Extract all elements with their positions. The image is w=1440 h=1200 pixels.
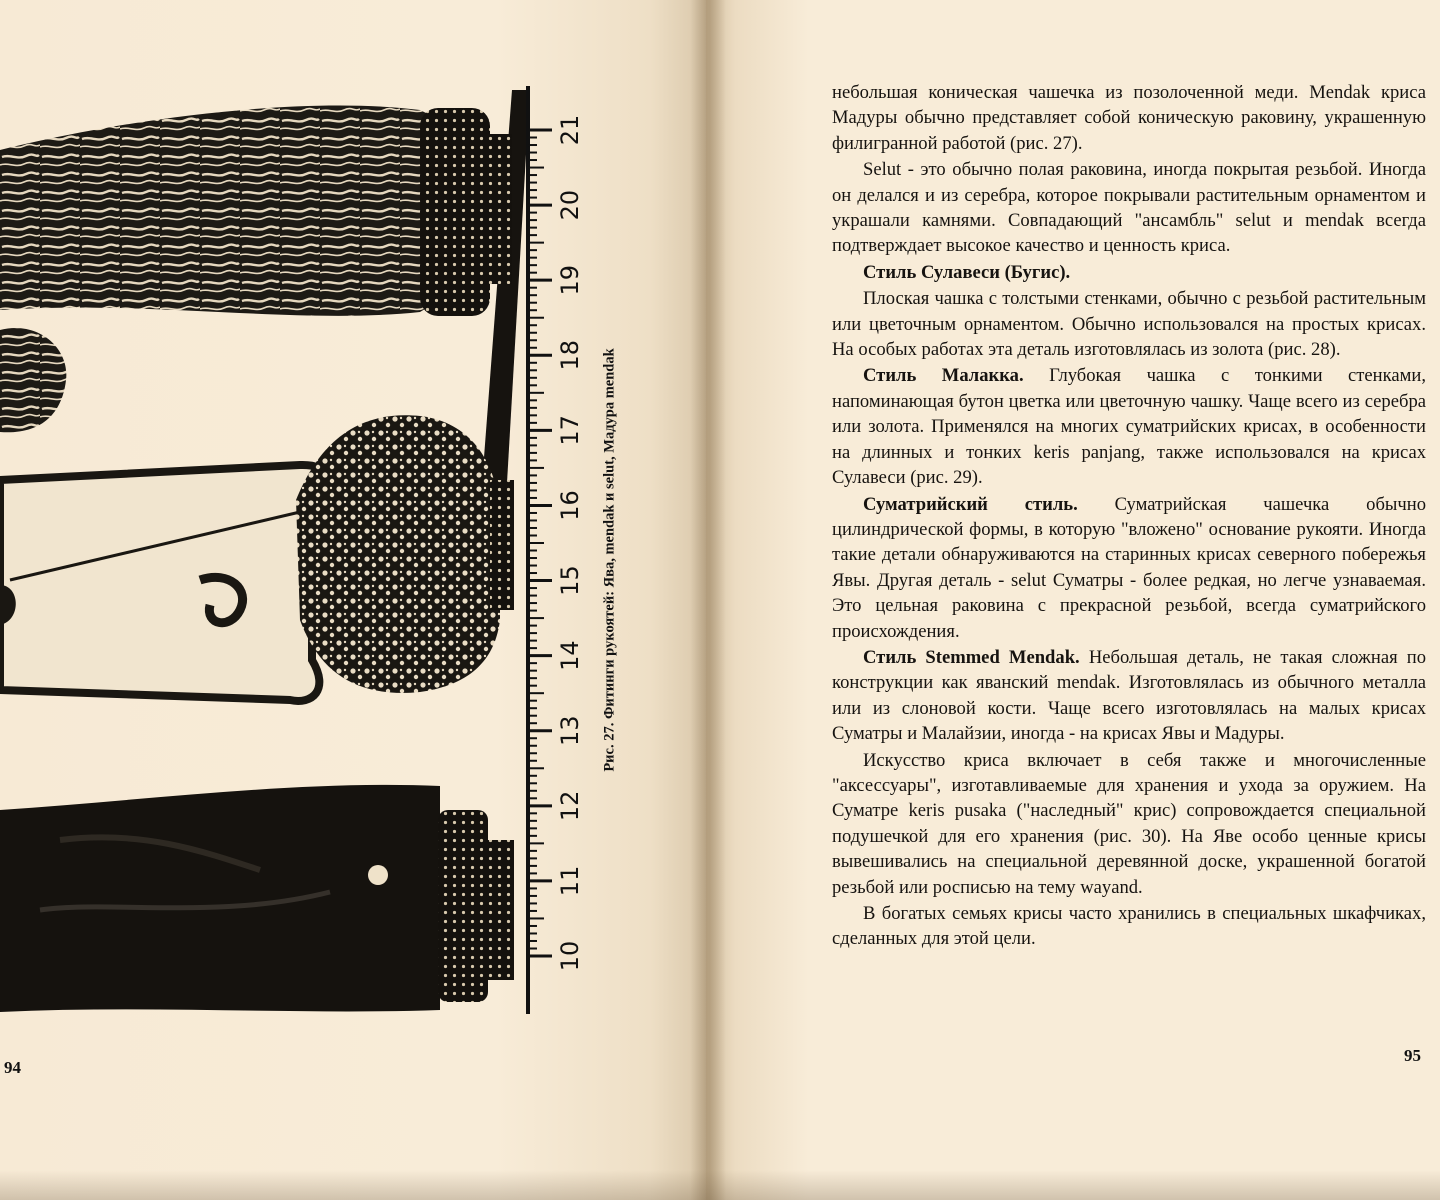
ruler-label: 15 xyxy=(556,565,584,596)
paragraph xyxy=(832,80,1426,156)
paragraph-text: Глубокая чашка с тонкими стенками, напоминающая бутон цветка или цветочную чашку. Чаще всего из серебра или золота. Применялся на многих суматрийских крисах, в особенности на длинных и тонких keris panjang, также использовался на крисах Сулавеси (рис. 29). xyxy=(832,365,1426,489)
paragraph xyxy=(832,286,1426,362)
book-gutter xyxy=(690,0,726,1200)
paragraph-heading: Суматрийский стиль. xyxy=(863,493,1078,515)
ruler-label: 10 xyxy=(556,940,584,972)
ruler-label: 19 xyxy=(556,264,584,296)
paragraph-text: Небольшая деталь, не такая сложная по конструкции как яванский mendak. Изготовлялась из обычного металла или из слоновой кости. Чаще всего изготовлялась на малых крисах Суматры и Малайзии, иногда - на крисах Явы и Мадуры. xyxy=(832,646,1427,745)
ruler-label: 17 xyxy=(556,415,584,446)
paragraph-heading: Стиль Сулавеси (Бугис). xyxy=(863,261,1071,283)
paragraph xyxy=(832,748,1426,900)
hilt-mendak-selut-illustration xyxy=(0,415,514,701)
paragraph xyxy=(832,157,1426,259)
paragraph-text: Плоская чашка с толстыми стенками, обычно с резьбой растительным или цветочным орнаментом. Обычно использовался на простых крисах. На особых работах эта деталь изготовлялась из золота (рис. 28). xyxy=(832,288,1426,361)
paragraph xyxy=(832,645,1426,747)
paragraph xyxy=(832,260,1426,285)
ruler xyxy=(528,86,552,1014)
ruler-label: 12 xyxy=(556,790,584,822)
ruler-label: 14 xyxy=(556,640,584,671)
paragraph xyxy=(832,901,1426,952)
paragraph-heading: Стиль Малакка. xyxy=(863,365,1024,387)
ruler-label: 11 xyxy=(556,865,584,897)
page-number-right: 95 xyxy=(1404,1046,1421,1065)
ruler-label: 13 xyxy=(556,715,584,747)
paragraph-text: Суматрийская чашечка обычно цилиндрической формы, в которую "вложено" основание рукояти. Иногда такие детали обнаруживаются на старинных крисах северного побережья Явы. Другая деталь - selut Суматры - более редкая, но легче узнаваемая. Это цельная раковина с прекрасной резьбой, всегда суматрийского происхождения. xyxy=(832,493,1426,642)
page-number-left: 94 xyxy=(4,1058,21,1077)
paragraph xyxy=(832,492,1426,644)
ruler-label: 20 xyxy=(556,189,584,221)
ruler-label: 18 xyxy=(556,339,584,371)
figure-hilt-fittings xyxy=(0,80,620,1020)
ruler-label: 21 xyxy=(556,114,584,146)
paragraph xyxy=(832,363,1426,490)
main-text xyxy=(832,80,1426,952)
hilt-java-illustration xyxy=(0,106,512,433)
paragraph-text: небольшая коническая чашечка из позолоченной меди. Mendak криса Мадуры обычно представляет собой коническую раковину, украшенную филигранной работой (рис. 27). xyxy=(832,82,1426,154)
hilt-madura-mendak-illustration xyxy=(0,785,514,1012)
paragraph-text: Искусство криса включает в себя также и многочисленные "аксессуары", изготавливаемые для хранения и ухода за оружием. На Суматре keris pusaka ("наследный" крис) сопровождается специальной подушечкой для его хранения (рис. 30). На Яве особо ценные крисы вывешивались на специальной деревянной доске, украшенной богатой резьбой или росписью на тему wayand. xyxy=(832,749,1426,898)
ruler-labels xyxy=(556,115,584,972)
ruler-label: 16 xyxy=(556,490,584,521)
paragraph-text: Selut - это обычно полая раковина, иногда покрытая резьбой. Иногда он делался и из серебра, которое покрывали растительным орнаментом и украшали камнями. Совпадающий "ансамбль" selut и mendak всегда подтверждает высокое качество и ценность криса. xyxy=(832,159,1426,257)
figure-caption: Рис. 27. Фитинги рукоятей: Ява, mendak и selut, Мадура mendak xyxy=(601,348,618,772)
paragraph-heading: Стиль Stemmed Mendak. xyxy=(863,646,1080,668)
page-bottom-shadow xyxy=(0,1170,1440,1200)
paragraph-text: В богатых семьях крисы часто хранились в специальных шкафчиках, сделанных для этой цели. xyxy=(832,903,1426,950)
